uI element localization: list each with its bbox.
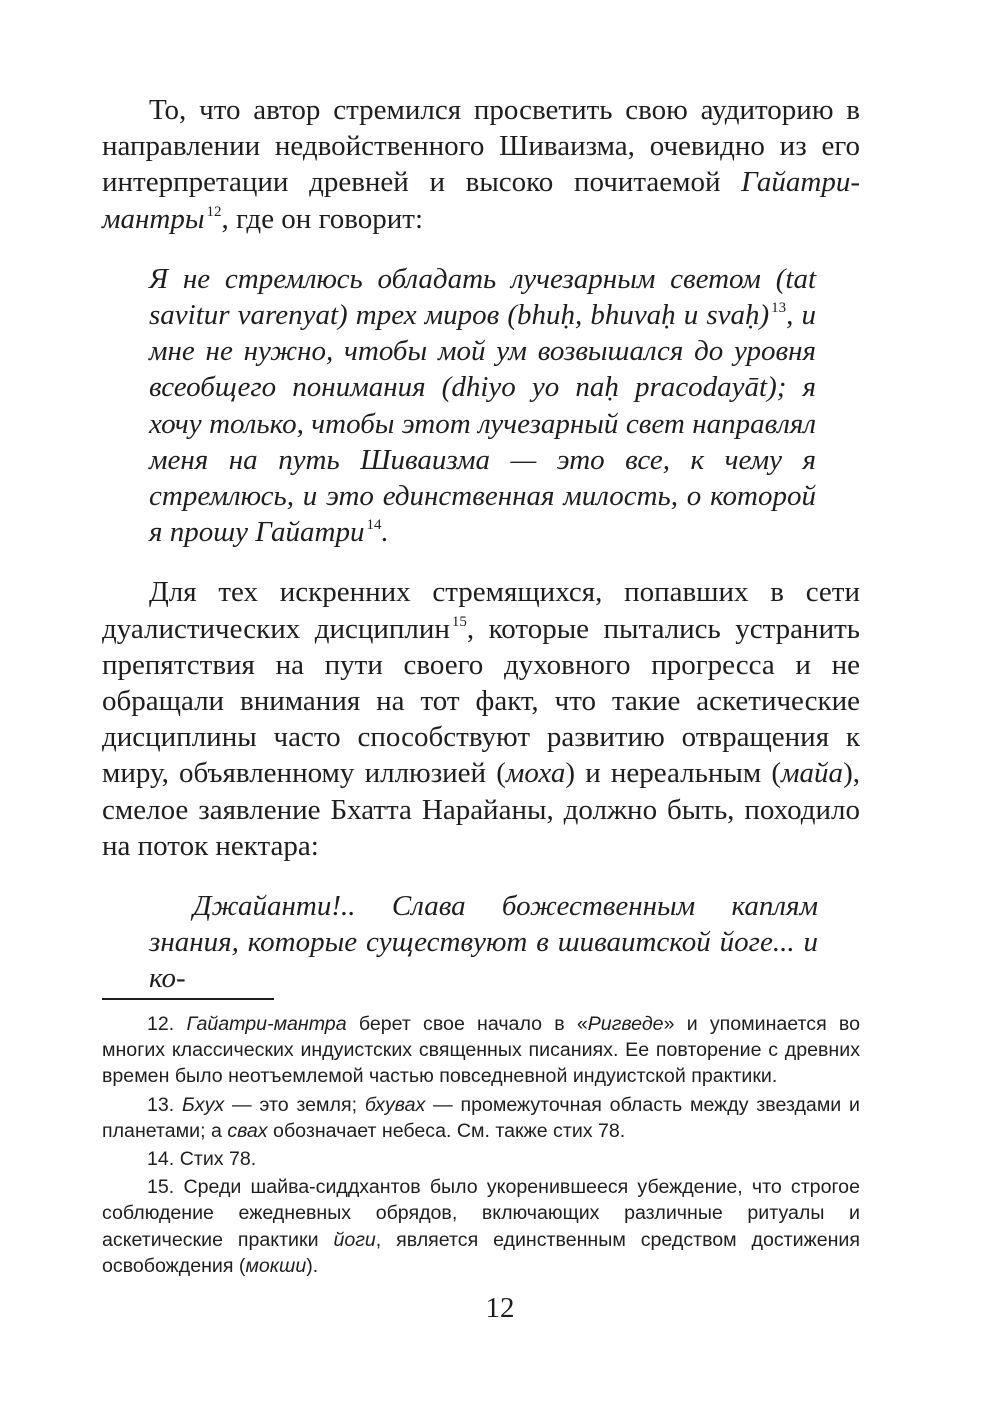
- footnote-term: бхувах: [364, 1093, 426, 1116]
- footnote-text: Стих 78.: [179, 1148, 257, 1171]
- page-number: 12: [485, 1292, 515, 1324]
- footnote-ref-15[interactable]: 15: [451, 613, 467, 630]
- footnote-text: — промежуточная область между звездами и планетами; а: [102, 1093, 860, 1142]
- footnotes: [102, 1011, 860, 1281]
- paragraph-1-text-end: , где он говорит:: [221, 202, 423, 235]
- footnote-number: 15.: [147, 1176, 175, 1199]
- footnote-number: 14.: [147, 1148, 175, 1171]
- paragraph-2-text-cont: , которые пытались устранить препятствия на пути своего духовного прогресса и не обращали внимания на тот факт, что такие аскетические дисциплины часто способствуют развитию отвращения к миру, объявленному иллюзией (: [102, 612, 860, 790]
- maya-term: майа: [781, 757, 844, 790]
- paragraph-2-text-cont2: ) и нереальным (: [565, 757, 782, 790]
- quote-1: [149, 261, 816, 551]
- footnote-ref-12[interactable]: 12: [206, 203, 222, 220]
- main-text: [102, 92, 860, 997]
- footnote-divider: [102, 998, 274, 1000]
- footnote-13: [102, 1092, 860, 1144]
- footnote-14: [102, 1146, 860, 1172]
- footnote-number: 12.: [147, 1013, 175, 1035]
- quote-2-text: Джайанти!.. Слава божественным каплям знания, которые существуют в шиваитской йоге... и ко-: [149, 890, 818, 995]
- moha-term: моха: [505, 757, 566, 790]
- footnote-term: свах: [227, 1119, 268, 1142]
- paragraph-2-text: Для тех искренних стремящихся, попавших в сети дуалистических дисциплин: [102, 576, 860, 645]
- gayatri-mantra-term: Гайатри-мантры: [102, 166, 860, 235]
- quote-1-text-cont: , и мне не нужно, чтобы мой ум возвышался до уровня всеобщего понимания (dhiyo yo naḥ pracodayāt); я хочу только, чтобы этот лучезарный свет направлял меня на путь Шиваизма — это все, к чему я стремлюсь, и это единственная милость, о которой я прошу Гайатри: [149, 299, 817, 549]
- footnote-term: Бхух: [182, 1093, 225, 1116]
- footnote-text: ).: [306, 1254, 319, 1277]
- paragraph-1: [102, 92, 860, 237]
- footnote-text: обозначает небеса. См. также стих 78.: [267, 1119, 626, 1142]
- quote-2: [149, 888, 818, 997]
- footnote-number: 13.: [147, 1093, 175, 1116]
- footnote-ref-14[interactable]: 14: [366, 517, 382, 534]
- paragraph-2: [102, 574, 860, 864]
- footnote-ref-13[interactable]: 13: [771, 300, 787, 317]
- quote-1-text-end: .: [381, 516, 389, 549]
- footnote-15: [102, 1174, 860, 1279]
- paragraph-2-text-end: ), смелое заявление Бхатта Нарайаны, должно быть, походило на поток нектара:: [102, 757, 860, 862]
- footnote-term: йоги: [333, 1228, 376, 1251]
- footnote-text: — это земля;: [224, 1093, 365, 1116]
- quote-1-text: Я не стремлюсь обладать лучезарным светом (tat savitur varenyat) трех миров (bhuḥ, bhuvaḥ и svaḥ): [149, 262, 816, 332]
- footnote-text: , является единственным средством достижения освобождения (: [102, 1228, 860, 1277]
- footnote-term: Ригведе: [587, 1013, 664, 1035]
- paragraph-1-text: То, что автор стремился просветить свою аудиторию в направлении недвойственного Шиваизма, очевидно из его интерпретации древней и высоко почитаемой: [102, 94, 860, 199]
- footnote-term: Гайатри-мантра: [186, 1013, 347, 1035]
- footnote-text: » и упоминается во многих классических индуистских священных писаниях. Ее повторение с древних времен было неотъемлемой частью повседневной индуистской практики.: [102, 1013, 860, 1088]
- footnote-text: берет свое начало в «: [346, 1013, 588, 1035]
- footnote-term: мокши: [245, 1254, 307, 1277]
- footnote-text: Среди шайва-сиддхантов было укоренившееся убеждение, что строгое соблюдение ежедневных обрядов, включающих различные ритуалы и аскетические практики: [102, 1176, 860, 1251]
- footnote-12: [102, 1011, 860, 1090]
